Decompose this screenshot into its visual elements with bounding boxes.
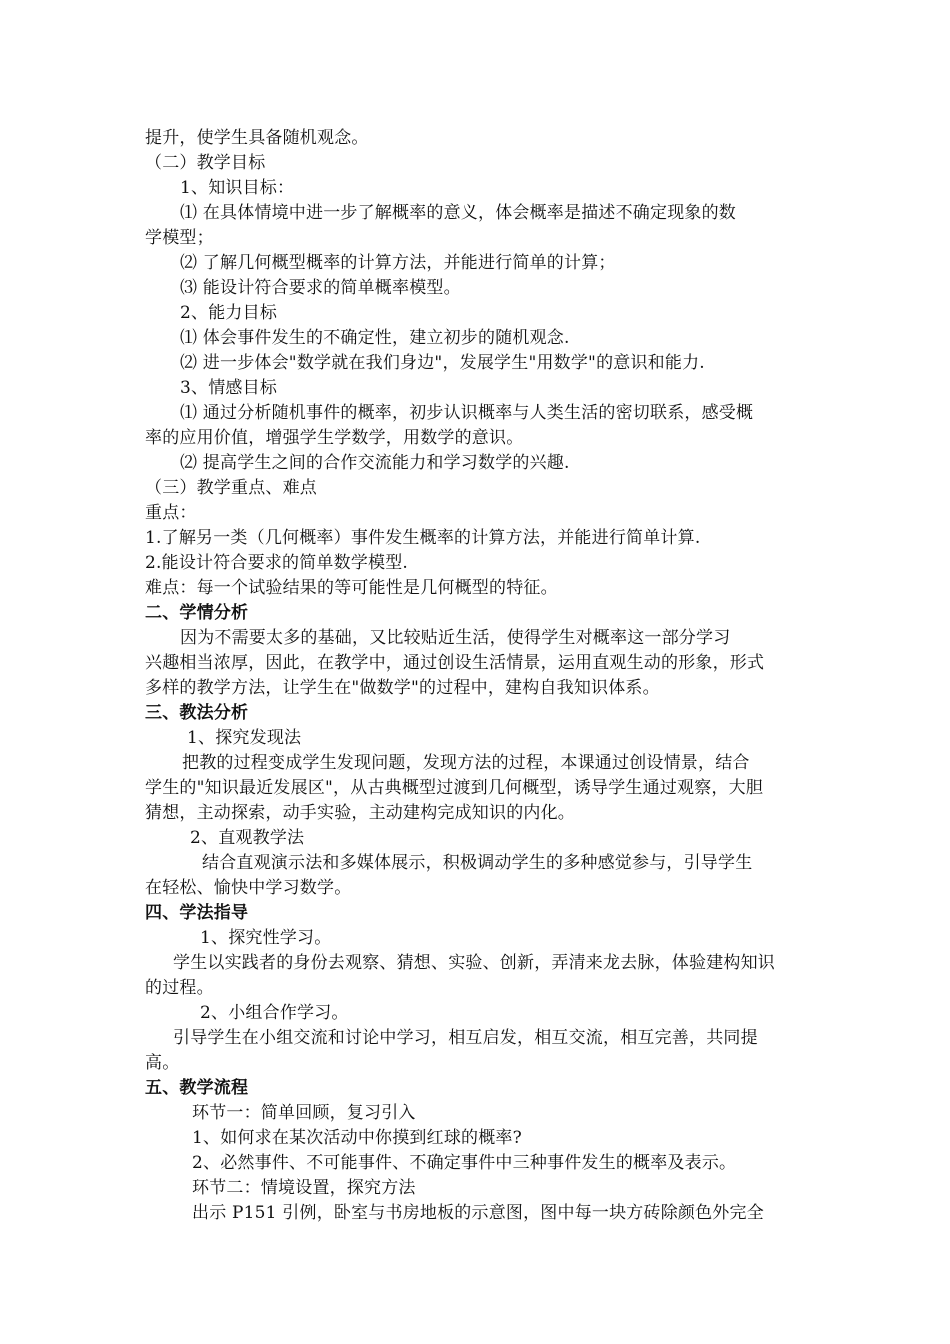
text-line: 提升，使学生具备随机观念。: [145, 128, 369, 148]
text-line: 高。: [145, 1053, 180, 1073]
subsection-heading: 环节二：情境设置，探究方法: [192, 1178, 416, 1198]
text-line: 把教的过程变成学生发现问题，发现方法的过程，本课通过创设情景，结合: [182, 753, 750, 773]
text-line: ⑴ 体会事件发生的不确定性，建立初步的随机观念.: [180, 328, 570, 348]
section-heading: 三、教法分析: [145, 703, 249, 723]
text-line: 的过程。: [145, 978, 214, 998]
text-line: 1、如何求在某次活动中你摸到红球的概率?: [192, 1128, 522, 1148]
subsection-heading: 2、直观教学法: [190, 828, 305, 848]
text-line: 因为不需要太多的基础，又比较贴近生活，使得学生对概率这一部分学习: [180, 628, 731, 648]
text-line: 率的应用价值，增强学生学数学，用数学的意识。: [145, 428, 524, 448]
text-line: 结合直观演示法和多媒体展示，积极调动学生的多种感觉参与，引导学生: [202, 853, 753, 873]
section-heading: 五、教学流程: [145, 1078, 249, 1098]
subsection-heading: 2、小组合作学习。: [200, 1003, 349, 1023]
text-line: ⑴ 在具体情境中进一步了解概率的意义，体会概率是描述不确定现象的数: [180, 203, 737, 223]
text-line: 猜想，主动探索，动手实验，主动建构完成知识的内化。: [145, 803, 575, 823]
text-line: 1.了解另一类（几何概率）事件发生概率的计算方法，并能进行简单计算.: [145, 528, 701, 548]
subsection-heading: 1、探究性学习。: [200, 928, 332, 948]
text-line: ⑴ 通过分析随机事件的概率，初步认识概率与人类生活的密切联系，感受概: [180, 403, 754, 423]
text-line: 多样的教学方法，让学生在"做数学"的过程中，建构自我知识体系。: [145, 678, 660, 698]
text-line: 难点：每一个试验结果的等可能性是几何概型的特征。: [145, 578, 558, 598]
section-heading: 二、学情分析: [145, 603, 249, 623]
text-line: ⑵ 提高学生之间的合作交流能力和学习数学的兴趣.: [180, 453, 570, 473]
subsection-heading: 1、探究发现法: [187, 728, 302, 748]
subsection-heading: 3、情感目标: [180, 378, 278, 398]
text-line: ⑵ 进一步体会"数学就在我们身边"，发展学生"用数学"的意识和能力.: [180, 353, 705, 373]
subsection-heading: 2、能力目标: [180, 303, 278, 323]
text-line: 学生的"知识最近发展区"，从古典概型过渡到几何概型，诱导学生通过观察，大胆: [145, 778, 764, 798]
subsection-heading: 1、知识目标：: [180, 178, 295, 198]
text-line: 出示 P151 引例，卧室与书房地板的示意图，图中每一块方砖除颜色外完全: [192, 1203, 764, 1223]
text-line: 学模型；: [145, 228, 214, 248]
text-line: 2、必然事件、不可能事件、不确定事件中三种事件发生的概率及表示。: [192, 1153, 737, 1173]
section-heading: （三）教学重点、难点: [145, 478, 317, 498]
section-heading: （二）教学目标: [145, 153, 266, 173]
text-line: 引导学生在小组交流和讨论中学习，相互启发，相互交流，相互完善，共同提: [173, 1028, 758, 1048]
text-line: 学生以实践者的身份去观察、猜想、实验、创新，弄清来龙去脉，体验建构知识: [173, 953, 775, 973]
text-line: 重点：: [145, 503, 197, 523]
text-line: 兴趣相当浓厚，因此，在教学中，通过创设生活情景，运用直观生动的形象，形式: [145, 653, 765, 673]
text-line: 在轻松、愉快中学习数学。: [145, 878, 352, 898]
text-line: ⑶ 能设计符合要求的简单概率模型。: [180, 278, 461, 298]
text-line: ⑵ 了解几何概型概率的计算方法，并能进行简单的计算；: [180, 253, 616, 273]
text-line: 2.能设计符合要求的简单数学模型.: [145, 553, 409, 573]
section-heading: 四、学法指导: [145, 903, 249, 923]
subsection-heading: 环节一：简单回顾，复习引入: [192, 1103, 416, 1123]
